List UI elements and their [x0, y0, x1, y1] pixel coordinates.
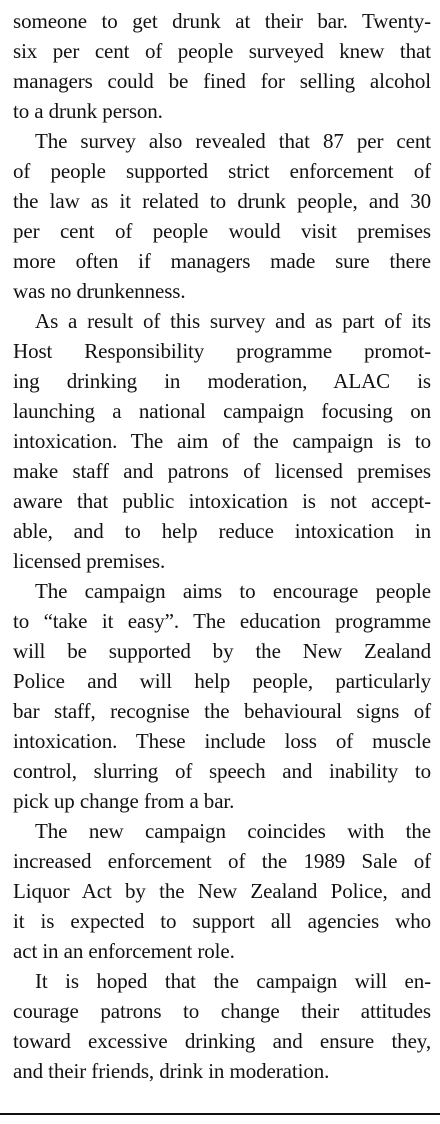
text-line: six per cent of people surveyed knew that — [13, 39, 431, 63]
text-line: make staff and patrons of licensed premises — [13, 459, 431, 483]
text-line: bar staff, recognise the behavioural signs of — [13, 699, 431, 723]
text-line: act in an enforcement role. — [13, 939, 235, 963]
text-line: toward excessive drinking and ensure they, — [13, 1029, 431, 1053]
bottom-rule — [0, 1113, 440, 1115]
text-line: licensed premises. — [13, 549, 166, 573]
text-line: managers could be fined for selling alcohol — [13, 69, 431, 93]
text-line: someone to get drunk at their bar. Twenty- — [13, 9, 431, 33]
text-line: Liquor Act by the New Zealand Police, and — [13, 879, 431, 903]
text-line: pick up change from a bar. — [13, 789, 235, 813]
text-line: it is expected to support all agencies who — [13, 909, 431, 933]
text-line: Police and will help people, particularly — [13, 669, 431, 693]
text-line: increased enforcement of the 1989 Sale of — [13, 849, 431, 873]
text-line: able, and to help reduce intoxication in — [13, 519, 431, 543]
text-line: to a drunk person. — [13, 99, 163, 123]
text-line: control, slurring of speech and inability to — [13, 759, 431, 783]
text-line: courage patrons to change their attitudes — [13, 999, 431, 1023]
article-body — [13, 6, 431, 1086]
text-line: more often if managers made sure there — [13, 249, 431, 273]
text-line: Host Responsibility programme promot- — [13, 339, 431, 363]
text-line: ing drinking in moderation, ALAC is — [13, 369, 431, 393]
text-line: was no drunkenness. — [13, 279, 186, 303]
text-line: As a result of this survey and as part of its — [35, 309, 431, 333]
text-line: The new campaign coincides with the — [35, 819, 431, 843]
text-line: of people supported strict enforcement of — [13, 159, 431, 183]
text-line: will be supported by the New Zealand — [13, 639, 431, 663]
text-line: launching a national campaign focusing on — [13, 399, 431, 423]
text-line: The survey also revealed that 87 per cent — [35, 129, 431, 153]
text-line: to “take it easy”. The education programme — [13, 609, 431, 633]
text-line: It is hoped that the campaign will en- — [35, 969, 431, 993]
text-line: intoxication. The aim of the campaign is to — [13, 429, 431, 453]
text-line: aware that public intoxication is not accept- — [13, 489, 431, 513]
text-line: per cent of people would visit premises — [13, 219, 431, 243]
text-line: The campaign aims to encourage people — [35, 579, 431, 603]
text-line: and their friends, drink in moderation. — [13, 1059, 330, 1083]
text-line: intoxication. These include loss of muscle — [13, 729, 431, 753]
text-line: the law as it related to drunk people, and 30 — [13, 189, 431, 213]
